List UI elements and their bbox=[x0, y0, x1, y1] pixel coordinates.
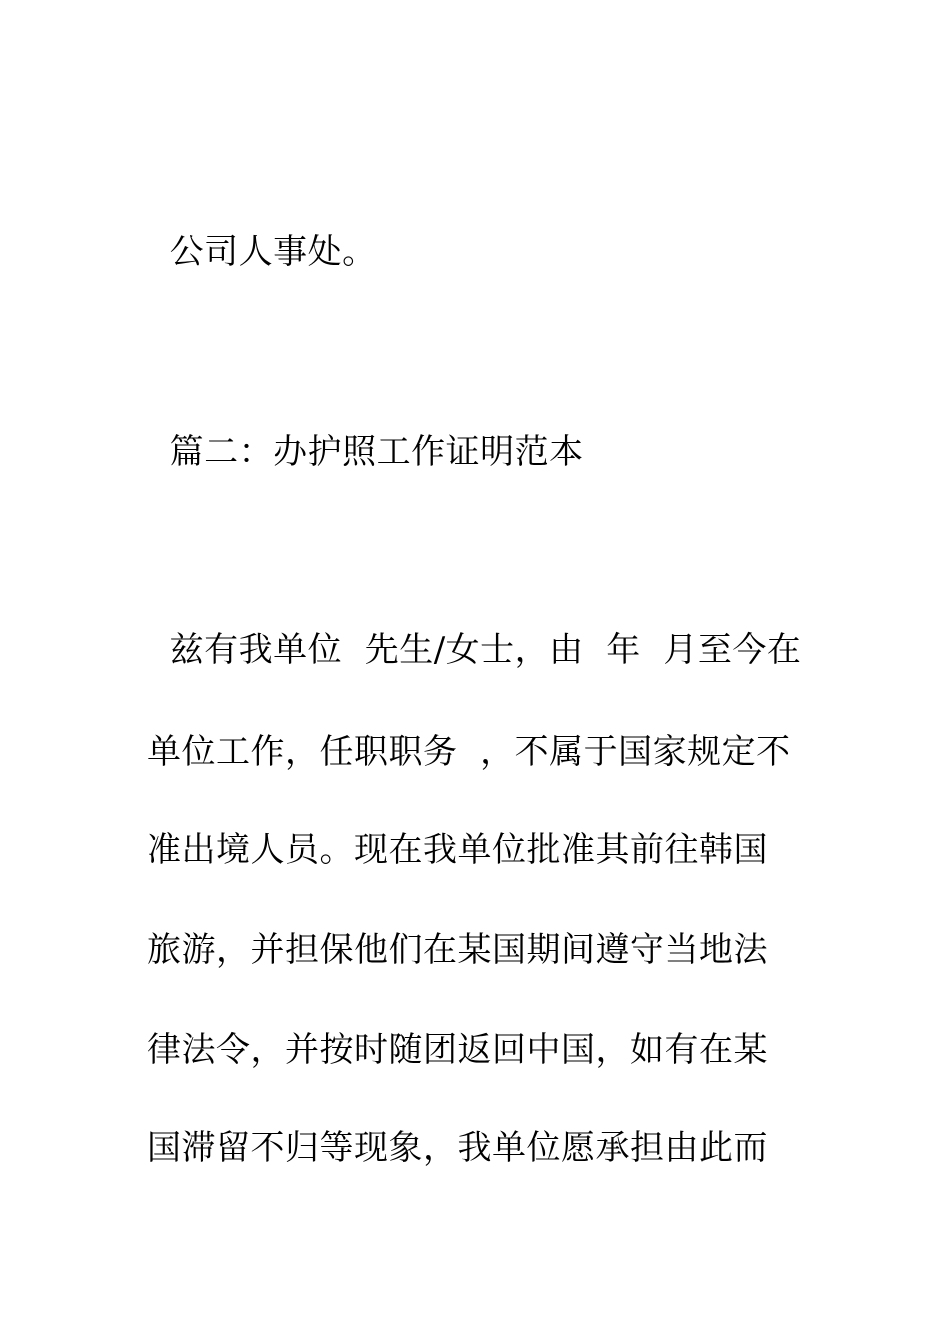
body-line: 单位工作，任职职务 ，不属于国家规定不 bbox=[147, 732, 791, 772]
body-line: 兹有我单位 先生/女士，由 年 月至今在 bbox=[147, 630, 802, 670]
body-line: 旅游，并担保他们在某国期间遵守当地法 bbox=[147, 930, 768, 970]
body-line: 国滞留不归等现象，我单位愿承担由此而 bbox=[147, 1128, 768, 1168]
body-line: 准出境人员。现在我单位批准其前往韩国 bbox=[147, 830, 768, 870]
section-heading: 篇二：办护照工作证明范本 bbox=[147, 432, 584, 472]
closing-line: 公司人事处。 bbox=[147, 232, 377, 272]
body-line: 律法令，并按时随团返回中国，如有在某 bbox=[147, 1030, 768, 1070]
